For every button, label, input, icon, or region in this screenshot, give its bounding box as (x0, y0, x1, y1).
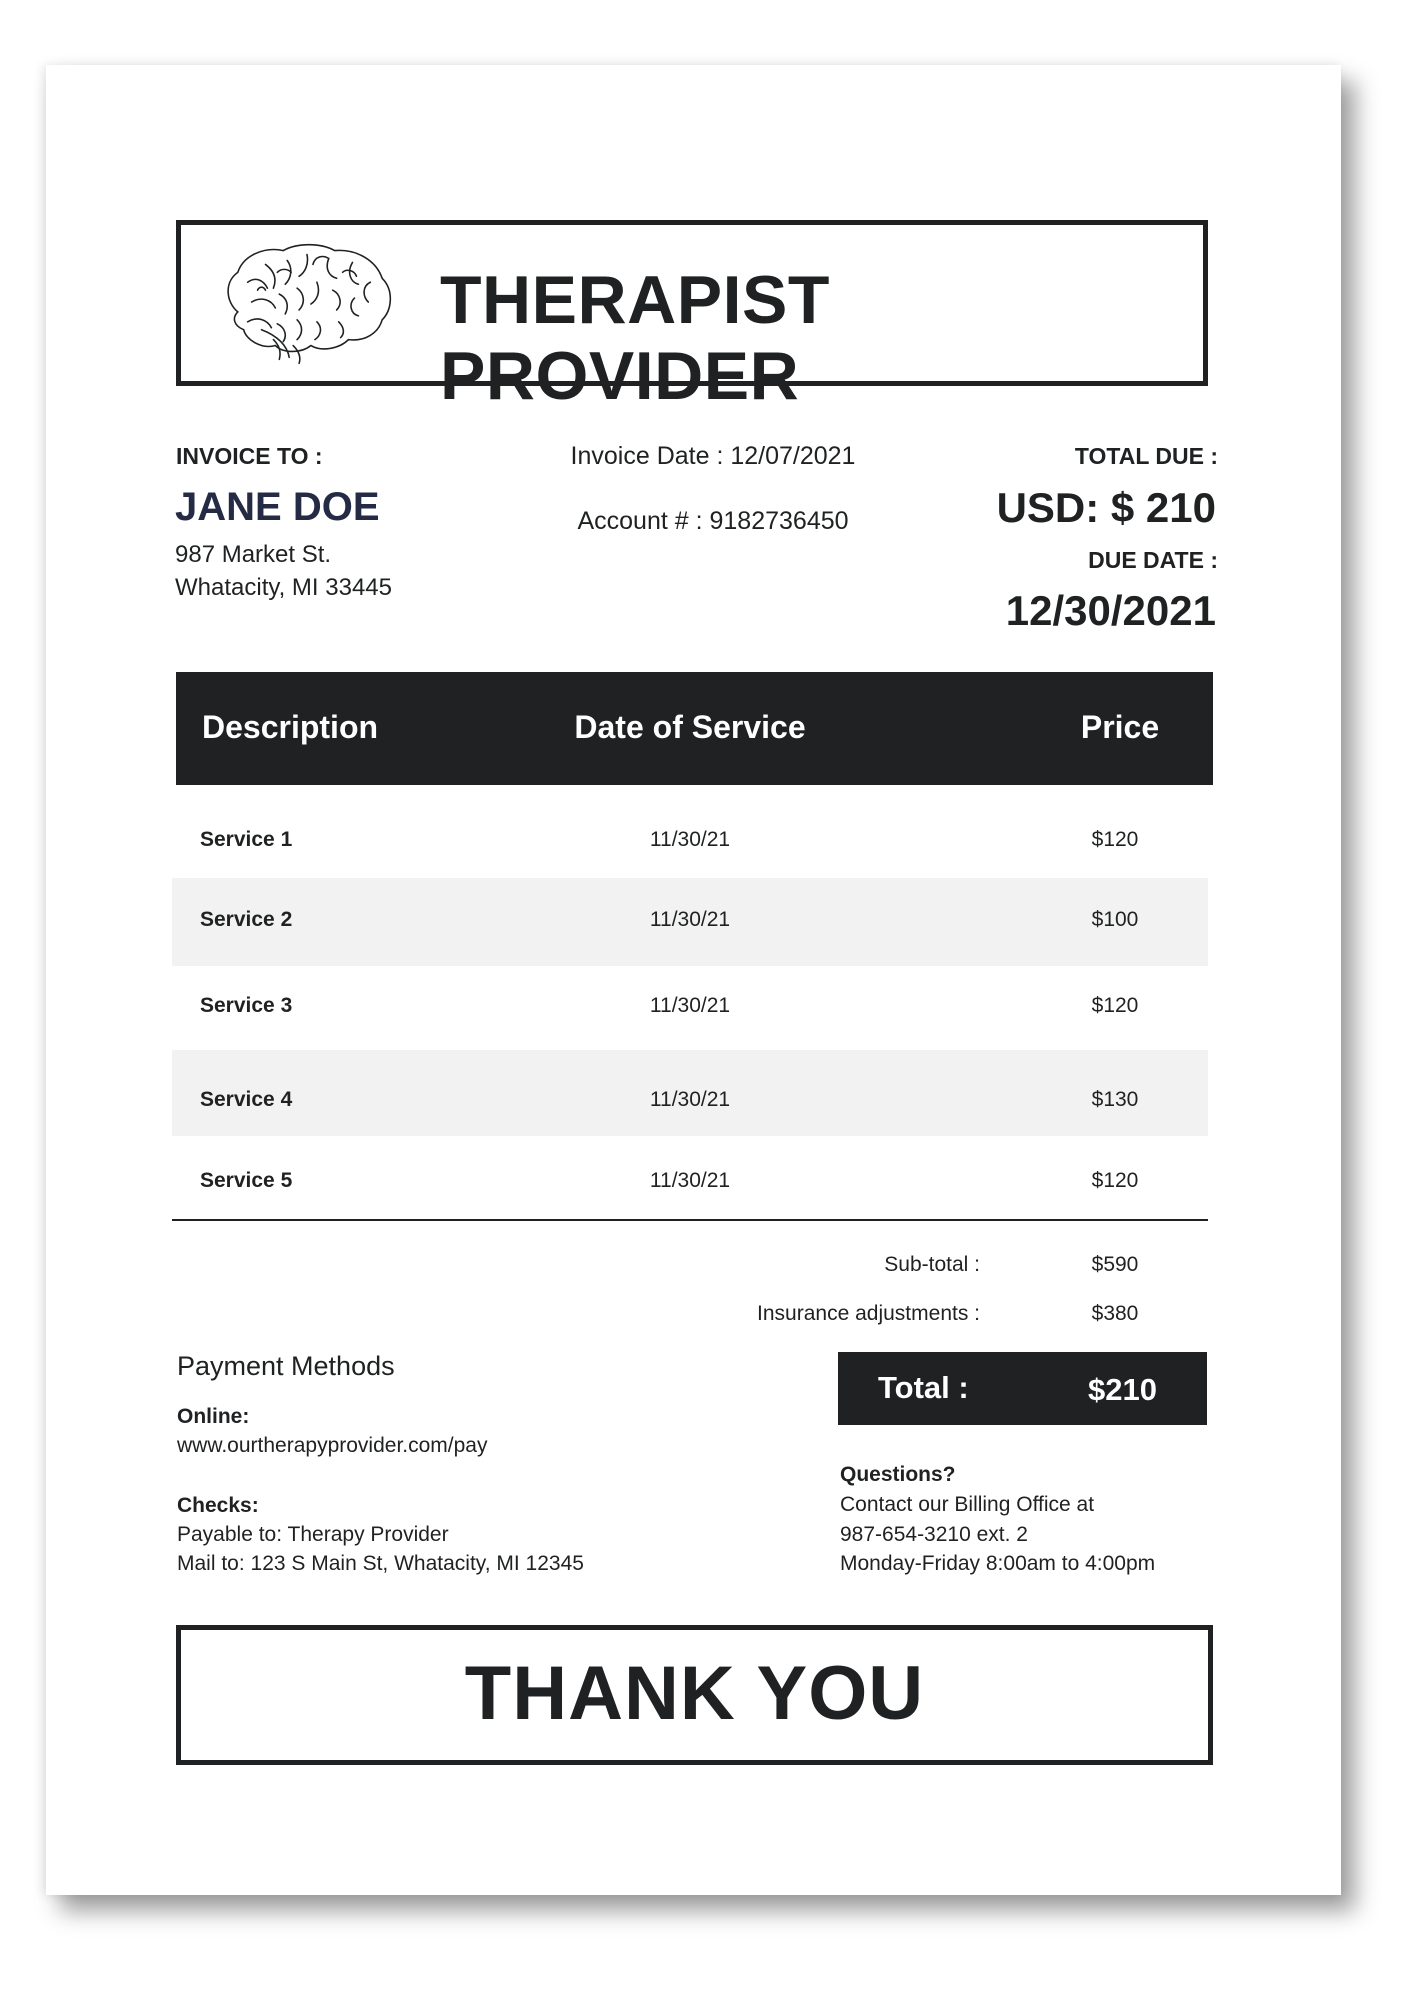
column-header-date: Date of Service (574, 709, 806, 745)
due-date-value: 12/30/2021 (1005, 587, 1216, 634)
row3-date: 11/30/21 (649, 994, 731, 1017)
row4-description: Service 4 (200, 1088, 293, 1111)
row3-description: Service 3 (200, 994, 293, 1017)
questions-line2: 987-654-3210 ext. 2 (840, 1523, 1028, 1546)
customer-address-line2: Whatacity, MI 33445 (175, 574, 392, 601)
checks-payable: Payable to: Therapy Provider (177, 1523, 449, 1546)
questions-line1: Contact our Billing Office at (840, 1493, 1095, 1516)
provider-title: THERAPIST PROVIDER (440, 262, 830, 414)
row5-price: $120 (1091, 1169, 1139, 1192)
checks-mail: Mail to: 123 S Main St, Whatacity, MI 12345 (177, 1552, 584, 1575)
total-label: Total : (878, 1370, 969, 1405)
table-bottom-divider (172, 1219, 1208, 1221)
brain-icon (218, 242, 396, 366)
checks-label: Checks: (177, 1494, 259, 1517)
row1-price: $120 (1091, 828, 1139, 851)
row2-description: Service 2 (200, 908, 293, 931)
due-date-label: DUE DATE : (1088, 547, 1218, 573)
row5-description: Service 5 (200, 1169, 293, 1192)
total-value: $210 (1088, 1372, 1157, 1407)
row2-date: 11/30/21 (649, 908, 731, 931)
online-url[interactable]: www.ourtherapyprovider.com/pay (177, 1434, 488, 1457)
row3-price: $120 (1091, 994, 1139, 1017)
customer-name: JANE DOE (175, 485, 380, 529)
row5-date: 11/30/21 (649, 1169, 731, 1192)
column-header-description: Description (202, 709, 379, 745)
subtotal-label: Sub-total : (884, 1253, 980, 1276)
customer-address-line1: 987 Market St. (175, 541, 332, 568)
column-header-price: Price (1080, 709, 1160, 745)
subtotal-value: $590 (1091, 1253, 1139, 1276)
invoice-date: Invoice Date : 12/07/2021 (570, 442, 856, 470)
thank-you-text: THANK YOU (464, 1651, 925, 1736)
total-due-label: TOTAL DUE : (1074, 443, 1218, 469)
questions-line3: Monday-Friday 8:00am to 4:00pm (840, 1552, 1156, 1575)
row2-price: $100 (1091, 908, 1139, 931)
questions-label: Questions? (840, 1463, 956, 1486)
insurance-value: $380 (1091, 1302, 1139, 1325)
row1-description: Service 1 (200, 828, 293, 851)
insurance-label: Insurance adjustments : (757, 1302, 980, 1325)
invoice-to-label: INVOICE TO : (176, 443, 323, 469)
total-box (838, 1352, 1207, 1425)
row1-date: 11/30/21 (649, 828, 731, 851)
account-number: Account # : 9182736450 (577, 507, 849, 535)
payment-methods-title: Payment Methods (177, 1351, 395, 1381)
online-label: Online: (177, 1405, 250, 1428)
row4-date: 11/30/21 (649, 1088, 731, 1111)
row4-price: $130 (1091, 1088, 1139, 1111)
total-due-amount: USD: $ 210 (996, 484, 1216, 531)
